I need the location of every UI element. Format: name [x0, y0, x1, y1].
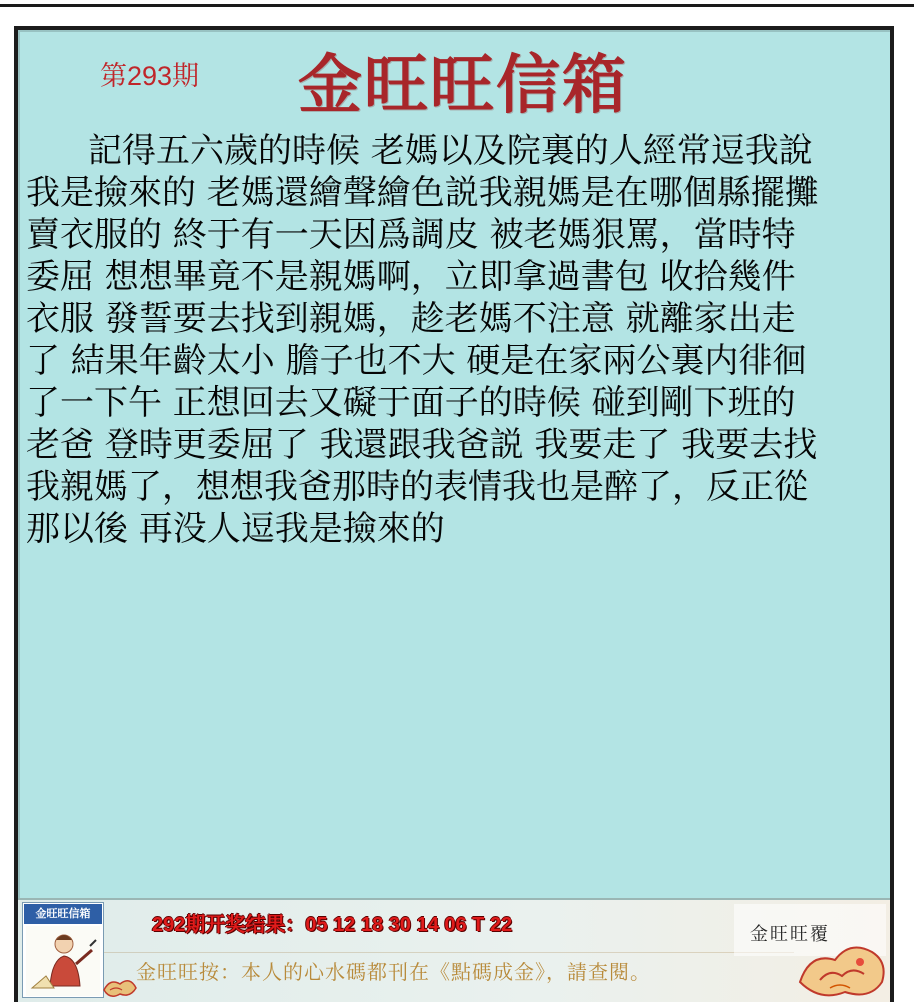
letter-line: 我是撿來的 老媽還繪聲繪色説我親媽是在哪個縣擺攤: [26, 173, 819, 213]
editor-note: 金旺旺按：本人的心水碼都刊在《點碼成金》，請查閱。: [136, 960, 651, 984]
top-rule: [0, 4, 914, 7]
draw-result: 292期开奖结果：05 12 18 30 14 06 T 22: [152, 914, 513, 936]
page-title: 金旺旺信箱: [298, 48, 628, 123]
letter-line: 老爸 登時更委屈了 我還跟我爸説 我要走了 我要去找: [26, 425, 818, 465]
letter-line: 那以後 再没人逗我是撿來的: [26, 509, 445, 549]
letter-line: 委屈 想想畢竟不是親媽啊，立即拿過書包 收拾幾件: [26, 257, 796, 297]
logo-label: 金旺旺信箱: [24, 904, 102, 924]
footer-stripe: [104, 952, 794, 953]
issue-number: 第293期: [100, 61, 200, 91]
cloud-ornament-icon: [100, 960, 140, 1002]
editor-signature: 金旺旺覆: [750, 924, 830, 945]
writer-illustration-icon: [26, 926, 100, 996]
letter-line: 記得五六歲的時候 老媽以及院裏的人經常逗我說: [88, 131, 813, 171]
letter-line: 了 結果年齡太小 膽子也不大 硬是在家兩公裏内徘徊: [26, 341, 807, 381]
letter-line: 衣服 發誓要去找到親媽，趁老媽不注意 就離家出走: [26, 299, 796, 339]
letter-line: 我親媽了，想想我爸那時的表情我也是醉了，反正從: [26, 467, 808, 507]
letter-line: 了一下午 正想回去又礙于面子的時候 碰到剛下班的: [26, 383, 796, 423]
footer-divider: [18, 898, 890, 900]
letter-body: [26, 130, 886, 550]
cloud-ornament-icon: [790, 922, 890, 1002]
letter-line: 賣衣服的 終于有一天因爲調皮 被老媽狠罵，當時特: [26, 215, 796, 255]
